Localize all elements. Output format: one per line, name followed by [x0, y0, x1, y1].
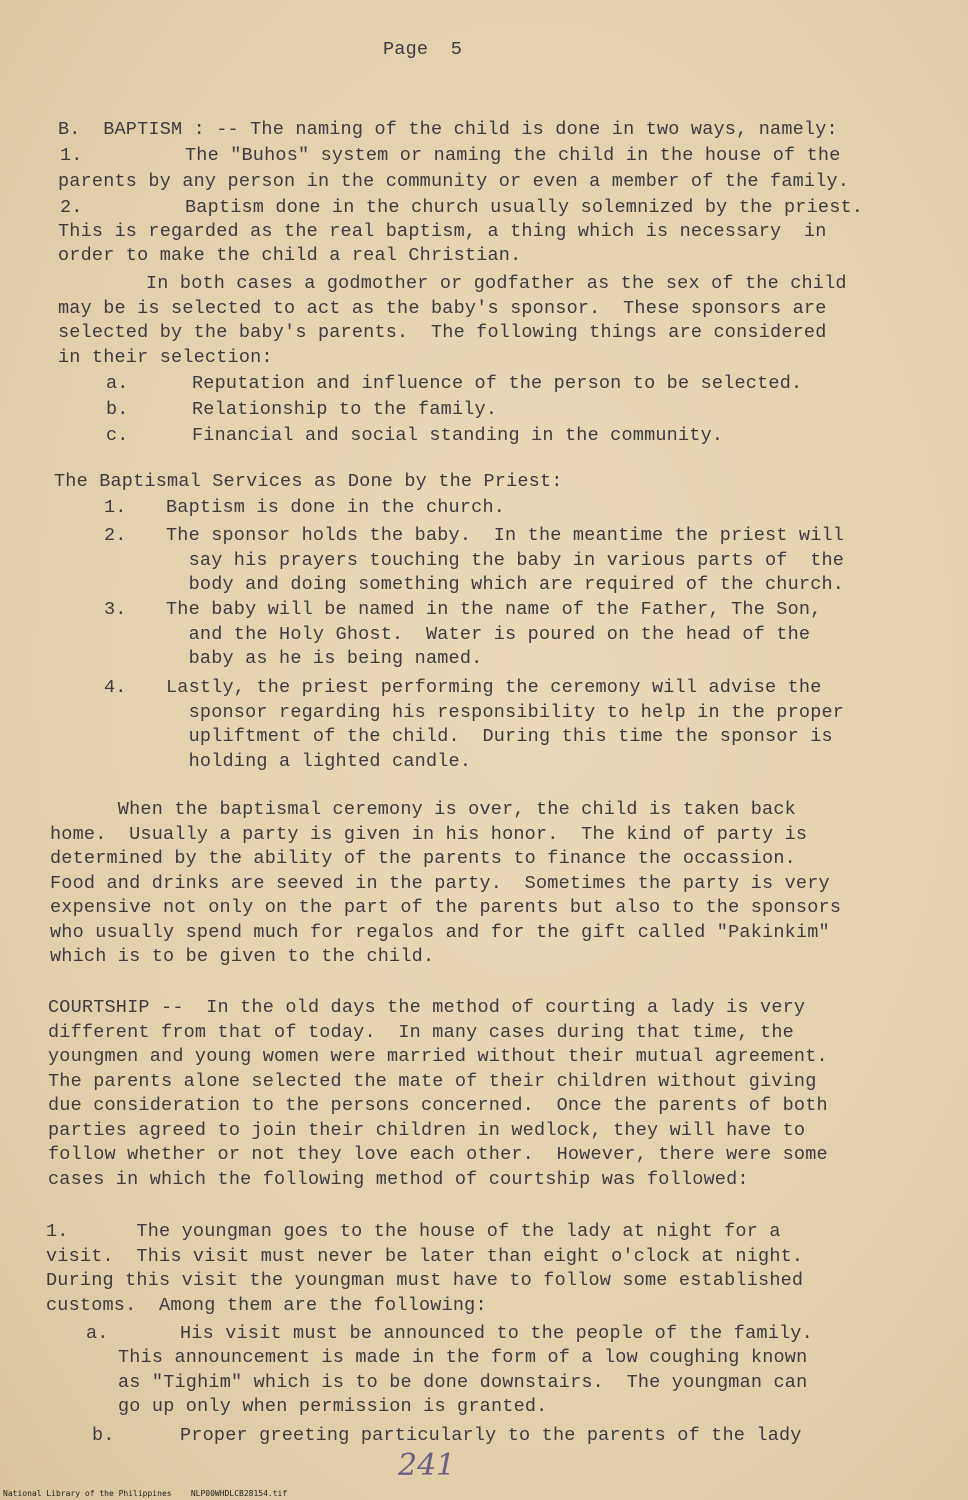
paragraph-line: selected by the baby's parents. The following things are considered — [58, 322, 827, 343]
page-number: Page 5 — [383, 39, 463, 60]
handwritten-page-number: 241 — [398, 1448, 456, 1483]
paragraph-line: due consideration to the persons concerned. Once the parents of both — [48, 1095, 828, 1116]
step-number: 1. — [104, 497, 127, 518]
step-number: 4. — [104, 677, 127, 698]
step-number: 3. — [104, 599, 127, 620]
paragraph-line: In both cases a godmother or godfather as the sex of the child — [146, 273, 847, 294]
criteria-letter: b. — [106, 399, 129, 420]
paragraph-line: follow whether or not they love each other. However, there were some — [48, 1144, 828, 1165]
courtship-paragraph — [48, 996, 828, 1192]
way-2-line: order to make the child a real Christian. — [58, 245, 522, 266]
paragraph-line: parties agreed to join their children in wedlock, they will have to — [48, 1119, 806, 1141]
paragraph-line: The parents alone selected the mate of their children without giving — [48, 1070, 817, 1092]
step-line: holding a lighted candle. — [166, 750, 472, 772]
archive-footer: National Library of the Philippines NLP00WHDLCB28154.tif — [3, 1489, 288, 1498]
paragraph-line: who usually spend much for regalos and for the gift called "Pakinkim" — [50, 921, 830, 943]
step-line: Baptism is done in the church. — [166, 497, 506, 518]
step-line: upliftment of the child. During this time the sponsor is — [166, 726, 833, 747]
sub-item-letter: b. — [92, 1425, 115, 1446]
step-line: Lastly, the priest performing the ceremony will advise the — [166, 677, 822, 698]
paragraph-line: customs. Among them are the following: — [46, 1294, 487, 1316]
criteria-letter: a. — [106, 373, 129, 394]
party-paragraph — [50, 798, 841, 970]
way-1-line: The "Buhos" system or naming the child in the house of the — [185, 145, 841, 166]
paragraph-line: During this visit the youngman must have to follow some established — [46, 1270, 804, 1291]
step-line: body and doing something which are required of the church. — [166, 574, 845, 595]
step-line: sponsor regarding his responsibility to help in the proper — [166, 701, 845, 723]
baptism-heading: B. BAPTISM : -- The naming of the child is done in two ways, namely: — [58, 119, 838, 140]
sub-item-letter: a. — [86, 1323, 109, 1344]
step-line: The sponsor holds the baby. In the meantime the priest will — [166, 525, 845, 546]
services-heading: The Baptismal Services as Done by the Priest: — [54, 471, 563, 492]
sub-item-a-text — [118, 1346, 807, 1420]
criteria-item: Reputation and influence of the person to be selected. — [192, 373, 803, 394]
paragraph-line: cases in which the following method of courtship was followed: — [48, 1168, 749, 1190]
paragraph-line: different from that of today. In many cases during that time, the — [48, 1021, 794, 1043]
paragraph-line: in their selection: — [58, 346, 273, 368]
paragraph-line: expensive not only on the part of the parents but also to the sponsors — [50, 897, 842, 918]
paragraph-line: go up only when permission is granted. — [118, 1396, 548, 1417]
courtship-item-1 — [46, 1220, 803, 1318]
paragraph-line: When the baptismal ceremony is over, the child is taken back — [50, 799, 796, 820]
sub-item-line: Proper greeting particularly to the parents of the lady — [180, 1425, 802, 1446]
paragraph-line: Food and drinks are seeved in the party. Sometimes the party is very — [50, 872, 830, 894]
way-2-line: Baptism done in the church usually solemnized by the priest. — [185, 197, 864, 218]
step-text — [166, 598, 822, 672]
paragraph-line: youngmen and young women were married without their mutual agreement. — [48, 1046, 828, 1067]
paragraph-line: This announcement is made in the form of a low coughing known — [118, 1347, 808, 1368]
sub-item-line: His visit must be announced to the people of the family. — [180, 1323, 813, 1344]
paragraph-line: which is to be given to the child. — [50, 946, 435, 967]
paragraph-line: as "Tighim" which is to be done downstairs. The youngman can — [118, 1371, 808, 1393]
paragraph-line: COURTSHIP -- In the old days the method of courting a lady is very — [48, 997, 806, 1018]
way-1-line: parents by any person in the community or even a member of the family. — [58, 171, 850, 192]
paragraph-line: may be is selected to act as the baby's sponsor. These sponsors are — [58, 297, 827, 319]
step-text — [166, 524, 844, 598]
criteria-letter: c. — [106, 425, 129, 446]
paragraph-line: determined by the ability of the parents to finance the occassion. — [50, 848, 796, 869]
criteria-item: Relationship to the family. — [192, 399, 498, 420]
paragraph-line: 1. The youngman goes to the house of the lady at night for a — [46, 1221, 781, 1242]
way-2-line: This is regarded as the real baptism, a thing which is necessary in — [58, 221, 827, 242]
step-line: The baby will be named in the name of the Father, The Son, — [166, 599, 822, 620]
step-number: 2. — [104, 525, 127, 546]
step-line: baby as he is being named. — [166, 648, 483, 669]
step-line: say his prayers touching the baby in various parts of the — [166, 549, 845, 571]
way-2-number: 2. — [60, 197, 83, 218]
step-line: and the Holy Ghost. Water is poured on the head of the — [166, 623, 811, 645]
criteria-item: Financial and social standing in the community. — [192, 425, 724, 446]
sponsor-paragraph — [58, 272, 847, 370]
paragraph-line: home. Usually a party is given in his honor. The kind of party is — [50, 823, 808, 845]
paragraph-line: visit. This visit must never be later than eight o'clock at night. — [46, 1245, 804, 1267]
step-text — [166, 676, 844, 774]
way-1-number: 1. — [60, 145, 83, 166]
